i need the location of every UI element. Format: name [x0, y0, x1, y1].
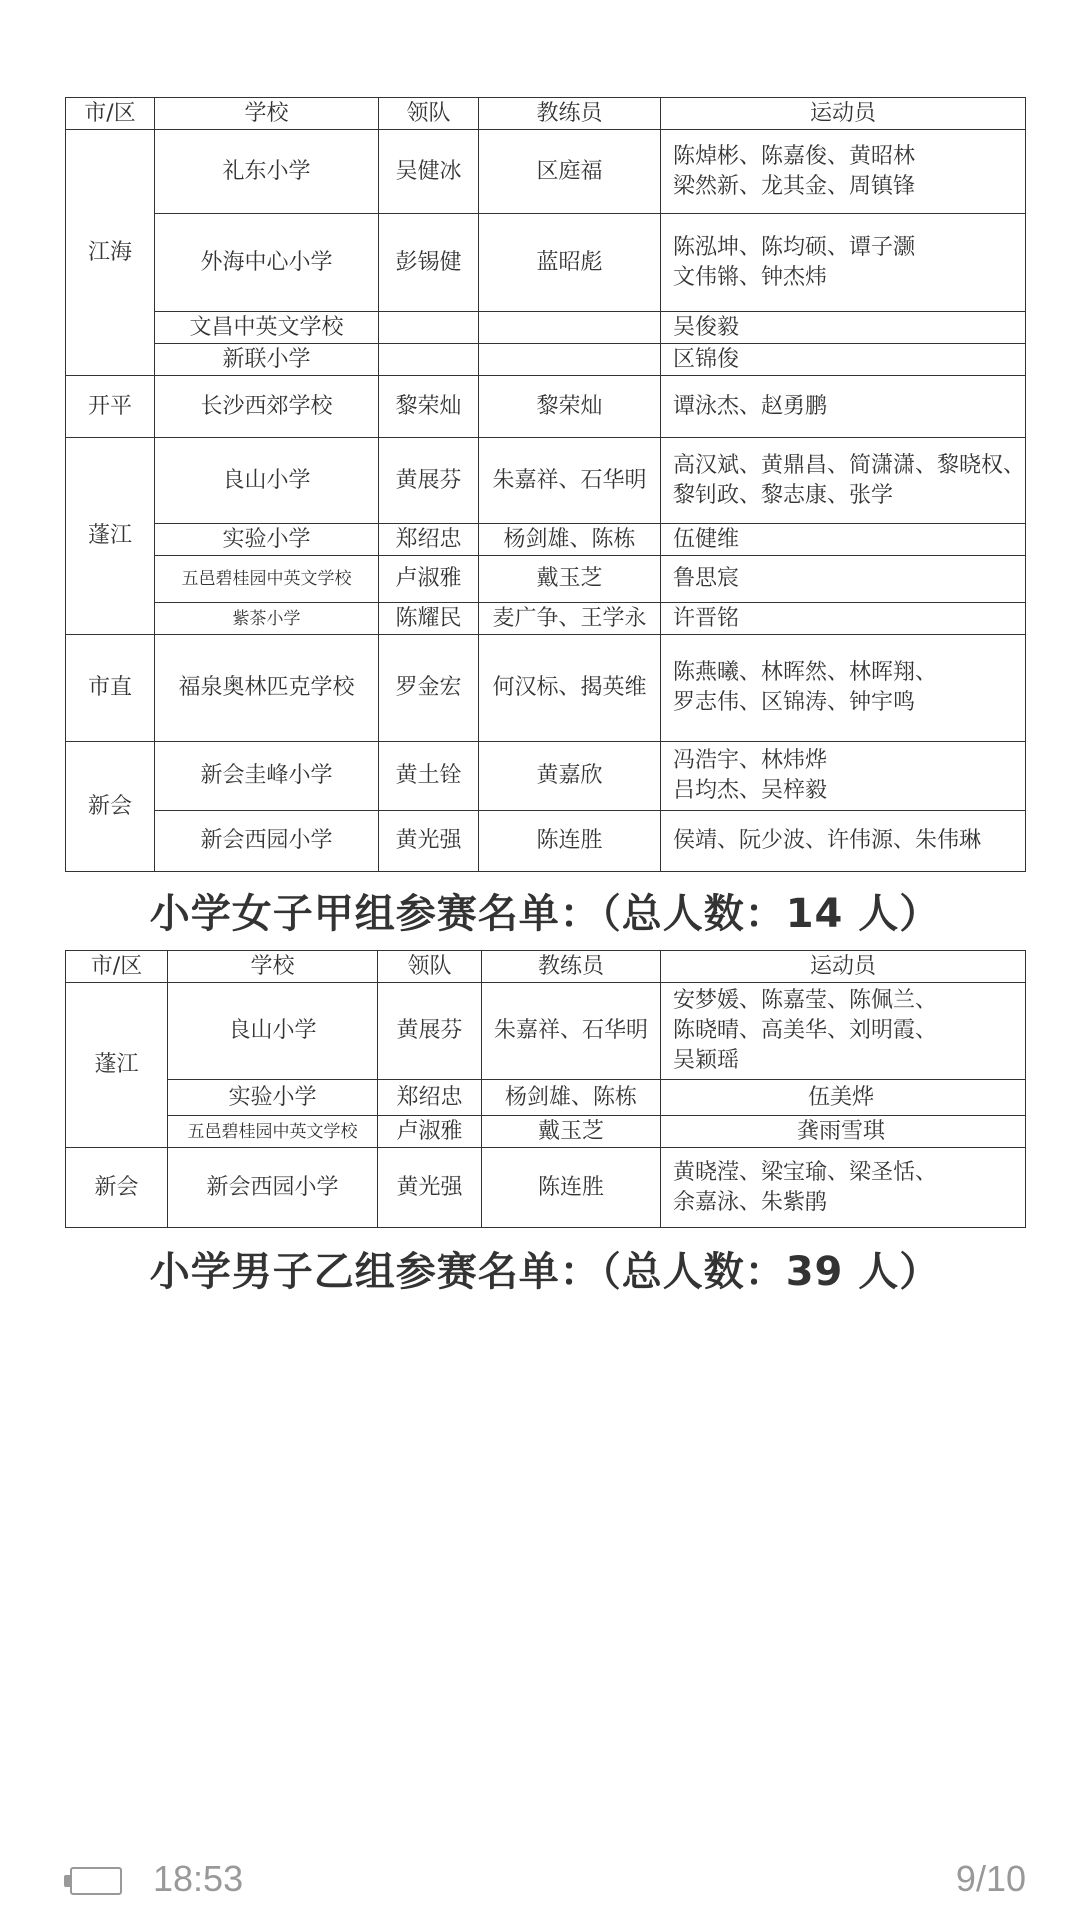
header-athletes: 运动员: [661, 98, 1026, 130]
header-school: 学校: [155, 98, 379, 130]
leader-cell: [379, 312, 479, 344]
athletes-line: 鲁思宸: [673, 566, 740, 591]
athletes-cell: [661, 1148, 1026, 1228]
coach-cell: 黄嘉欣: [479, 742, 661, 811]
athletes-line: 陈燕曦、林晖然、林晖翔、: [673, 660, 938, 685]
athletes-cell: [661, 376, 1026, 438]
athletes-cell: [661, 1116, 1026, 1148]
coach-cell: 麦广争、王学永: [479, 603, 661, 635]
leader-cell: 卢淑雅: [378, 1116, 482, 1148]
coach-cell: 杨剑雄、陈栋: [482, 1080, 661, 1116]
header-athletes: 运动员: [661, 951, 1026, 983]
leader-cell: 吴健冰: [379, 130, 479, 214]
coach-cell: 朱嘉祥、石华明: [482, 983, 661, 1080]
table-row: [66, 983, 1026, 1080]
athletes-line: 吴俊毅: [673, 314, 740, 340]
athletes-line: 吴颖瑶: [673, 1048, 740, 1073]
coach-cell: 何汉标、揭英维: [479, 635, 661, 742]
athletes-line: 谭泳杰、赵勇鹏: [673, 393, 828, 419]
table-row: [66, 635, 1026, 742]
athletes-cell: [661, 811, 1026, 872]
header-leader: 领队: [379, 98, 479, 130]
athletes-line: 伍健维: [673, 526, 740, 552]
table-row: [66, 312, 1026, 344]
coach-cell: 黎荣灿: [479, 376, 661, 438]
athletes-line: 梁然新、龙其金、周镇锋: [673, 173, 916, 199]
school-cell: 实验小学: [155, 524, 379, 556]
header-district: 市/区: [66, 951, 168, 983]
table-row: [66, 603, 1026, 635]
page-indicator[interactable]: 9/10: [955, 1858, 1026, 1899]
table-header-row: [66, 951, 1026, 983]
reader-status-bar: [0, 1848, 1080, 1908]
table-row: [66, 556, 1026, 603]
table-row: [66, 524, 1026, 556]
coach-cell: [479, 344, 661, 376]
athletes-line: 冯浩宇、林炜烨: [673, 748, 828, 773]
header-coach: 教练员: [479, 98, 661, 130]
athletes-cell: [661, 312, 1026, 344]
district-cell: 蓬江: [66, 983, 168, 1148]
district-cell: 新会: [66, 1148, 168, 1228]
section-title-boys-b: 小学男子乙组参赛名单：（总人数：39 人）: [149, 1249, 941, 1295]
athletes-cell: [661, 556, 1026, 603]
leader-cell: 罗金宏: [379, 635, 479, 742]
district-cell: 新会: [66, 742, 155, 872]
school-cell: 礼东小学: [155, 130, 379, 214]
coach-cell: 陈连胜: [479, 811, 661, 872]
athletes-line: 龚雨雪琪: [796, 1118, 885, 1144]
school-cell: 紫茶小学: [155, 603, 379, 635]
table-row: [66, 1148, 1026, 1228]
coach-cell: 蓝昭彪: [479, 214, 661, 312]
school-cell: 长沙西郊学校: [155, 376, 379, 438]
table-row: [66, 1080, 1026, 1116]
school-cell: 福泉奥林匹克学校: [155, 635, 379, 742]
section-title-girls-a: 小学女子甲组参赛名单：（总人数：14 人）: [149, 891, 941, 937]
table-row: [66, 214, 1026, 312]
roster-table-girls-a: [65, 950, 1026, 1228]
athletes-line: 陈泓坤、陈均硕、谭子灏: [673, 234, 916, 260]
coach-cell: 陈连胜: [482, 1148, 661, 1228]
school-cell: 良山小学: [155, 438, 379, 524]
table-row: [66, 344, 1026, 376]
school-cell: 新会圭峰小学: [155, 742, 379, 811]
clock-time: 18:53: [153, 1858, 244, 1899]
athletes-cell: [661, 344, 1026, 376]
district-cell: 市直: [66, 635, 155, 742]
school-cell: 新联小学: [155, 344, 379, 376]
school-cell: 文昌中英文学校: [155, 312, 379, 344]
leader-cell: 黄展芬: [378, 983, 482, 1080]
header-school: 学校: [168, 951, 378, 983]
leader-cell: 黄展芬: [379, 438, 479, 524]
school-cell: 五邑碧桂园中英文学校: [168, 1116, 378, 1148]
athletes-line: 侯靖、阮少波、许伟源、朱伟琳: [673, 828, 982, 853]
athletes-line: 吕均杰、吴梓毅: [673, 778, 828, 803]
leader-cell: 黄光强: [379, 811, 479, 872]
school-cell: 新会西园小学: [168, 1148, 378, 1228]
battery-icon: [64, 1867, 126, 1897]
leader-cell: 黄光强: [378, 1148, 482, 1228]
table-row: [66, 811, 1026, 872]
leader-cell: 彭锡健: [379, 214, 479, 312]
athletes-line: 陈焯彬、陈嘉俊、黄昭林: [673, 143, 916, 169]
school-cell: 实验小学: [168, 1080, 378, 1116]
coach-cell: 戴玉芝: [479, 556, 661, 603]
athletes-cell: [661, 130, 1026, 214]
header-leader: 领队: [378, 951, 482, 983]
athletes-line: 安梦媛、陈嘉莹、陈佩兰、: [673, 988, 938, 1013]
athletes-line: 罗志伟、区锦涛、钟宇鸣: [673, 690, 916, 715]
athletes-line: 余嘉泳、朱紫鹃: [673, 1189, 828, 1215]
leader-cell: 卢淑雅: [379, 556, 479, 603]
athletes-cell: [661, 524, 1026, 556]
coach-cell: [479, 312, 661, 344]
athletes-line: 区锦俊: [673, 346, 740, 372]
athletes-cell: [661, 1080, 1026, 1116]
leader-cell: 郑绍忠: [379, 524, 479, 556]
athletes-line: 高汉斌、黄鼎昌、简潇潇、黎晓权、: [673, 452, 1026, 478]
header-district: 市/区: [66, 98, 155, 130]
coach-cell: 杨剑雄、陈栋: [479, 524, 661, 556]
athletes-line: 许晋铭: [673, 605, 740, 631]
athletes-cell: [661, 214, 1026, 312]
leader-cell: [379, 344, 479, 376]
athletes-line: 伍美烨: [807, 1084, 874, 1110]
table-header-row: [66, 98, 1026, 130]
athletes-cell: [661, 742, 1026, 811]
school-cell: 外海中心小学: [155, 214, 379, 312]
leader-cell: 黎荣灿: [379, 376, 479, 438]
athletes-line: 陈晓晴、高美华、刘明霞、: [673, 1018, 938, 1043]
table-row: [66, 438, 1026, 524]
athletes-cell: [661, 635, 1026, 742]
table-row: [66, 376, 1026, 438]
athletes-line: 黎钊政、黎志康、张学: [673, 482, 894, 508]
athletes-cell: [661, 603, 1026, 635]
district-cell: 开平: [66, 376, 155, 438]
athletes-cell: [661, 438, 1026, 524]
table-row: [66, 1116, 1026, 1148]
table-row: [66, 742, 1026, 811]
coach-cell: 戴玉芝: [482, 1116, 661, 1148]
leader-cell: 郑绍忠: [378, 1080, 482, 1116]
school-cell: 良山小学: [168, 983, 378, 1080]
school-cell: 新会西园小学: [155, 811, 379, 872]
district-cell: 江海: [66, 130, 155, 376]
leader-cell: 黄土铨: [379, 742, 479, 811]
coach-cell: 朱嘉祥、石华明: [479, 438, 661, 524]
table-row: [66, 130, 1026, 214]
athletes-cell: [661, 983, 1026, 1080]
athletes-line: 黄晓滢、梁宝瑜、梁圣恬、: [673, 1159, 938, 1185]
roster-table-boys-a: [65, 97, 1026, 872]
athletes-line: 文伟锵、钟杰炜: [673, 264, 828, 290]
district-cell: 蓬江: [66, 438, 155, 635]
school-cell: 五邑碧桂园中英文学校: [155, 556, 379, 603]
leader-cell: 陈耀民: [379, 603, 479, 635]
coach-cell: 区庭福: [479, 130, 661, 214]
header-coach: 教练员: [482, 951, 661, 983]
